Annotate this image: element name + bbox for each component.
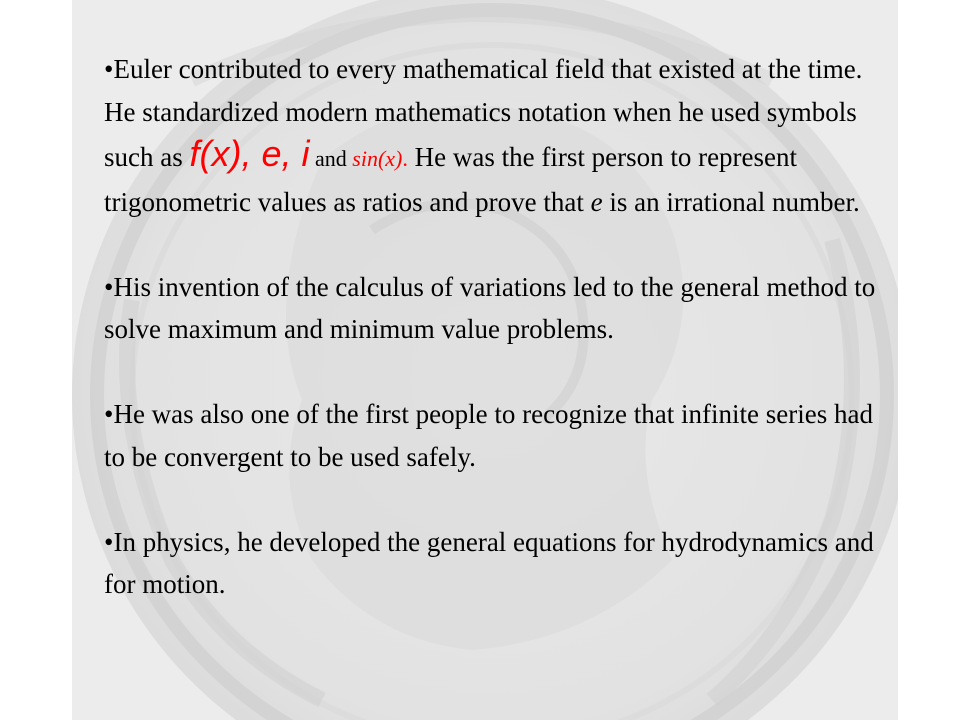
bullet-calculus-variations: •His invention of the calculus of variations led to the general method to solve maximum and minimum value problems.: [104, 271, 876, 344]
bullet-infinite-series: •He was also one of the first people to recognize that infinite series had to be convergent to be used safely.: [104, 399, 873, 472]
bullet-physics: •In physics, he developed the general equations for hydrodynamics and for motion.: [104, 526, 874, 599]
and-text: and: [309, 146, 353, 171]
bullet-text: is an irrational number.: [602, 186, 860, 217]
slide-text: [104, 48, 884, 606]
symbol-i: i: [301, 133, 310, 174]
symbol-separator: ,: [241, 133, 262, 174]
symbol-period: .: [402, 146, 408, 171]
symbol-e: e: [261, 133, 282, 174]
bullet-text: He was the first person to represent trigonometric values as ratios and prove that: [104, 142, 798, 217]
symbol-sin: sin(x): [352, 146, 403, 171]
bullet-text: •Euler contributed to every mathematical field that existed at the time. He standardized modern mathematics notation when he used symbols such as: [104, 54, 863, 172]
italic-e: e: [590, 186, 603, 217]
symbol-fx: f(x): [189, 133, 242, 174]
bullet-euler-contributions: [104, 48, 884, 223]
symbol-separator: ,: [281, 133, 302, 174]
